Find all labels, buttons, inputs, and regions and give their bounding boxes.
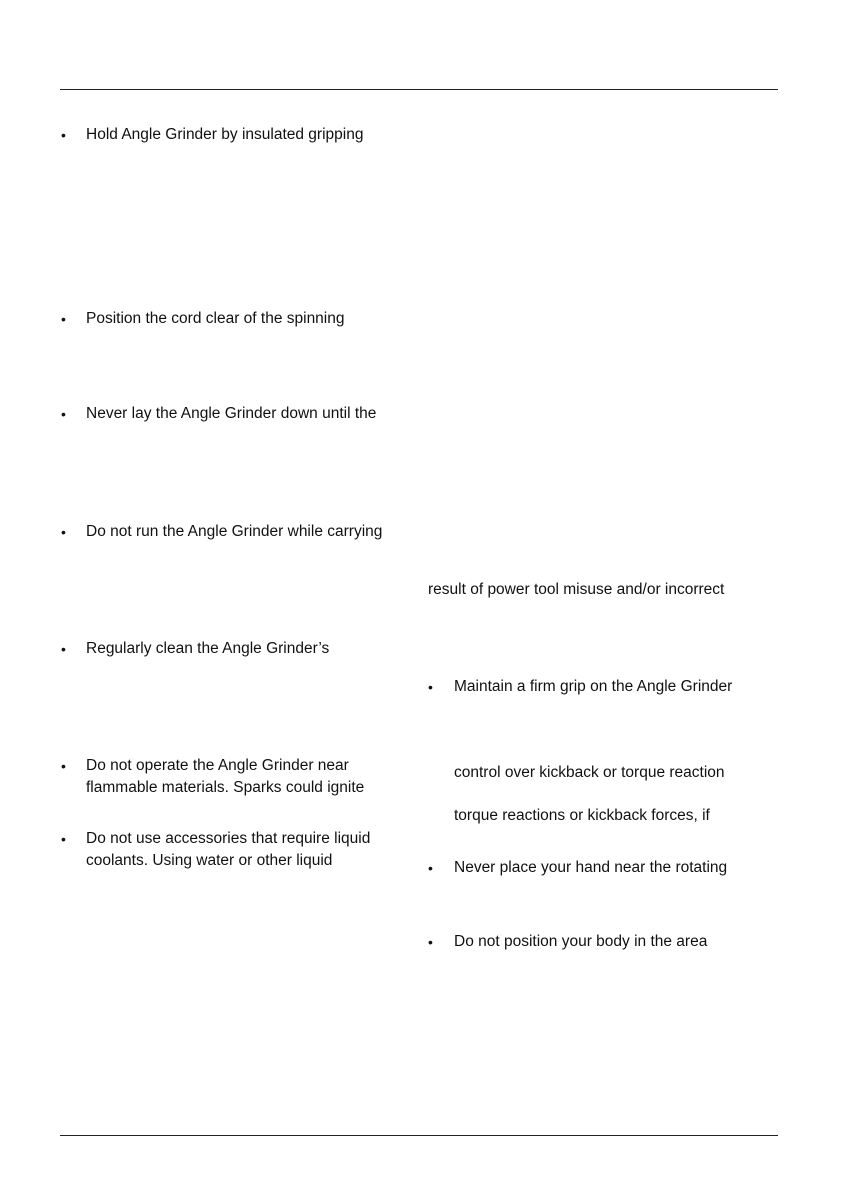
left-bullet-4-line-1: Do not run the Angle Grinder while carrying <box>86 523 383 540</box>
right-continuation-line-2: torque reactions or kickback forces, if <box>454 807 710 824</box>
header-rule <box>60 89 778 90</box>
bullet-marker: • <box>61 406 66 422</box>
left-bullet-5-line-1: Regularly clean the Angle Grinder’s <box>86 640 330 657</box>
bullet-marker: • <box>61 831 66 847</box>
left-bullet-1-line-1: Hold Angle Grinder by insulated gripping <box>86 126 364 143</box>
left-bullet-6-line-2: flammable materials. Sparks could ignite <box>86 779 365 796</box>
right-fragment-line: result of power tool misuse and/or incorrect <box>428 581 725 598</box>
bullet-marker: • <box>428 860 433 876</box>
bullet-marker: • <box>61 641 66 657</box>
footer-rule <box>60 1135 778 1136</box>
bullet-marker: • <box>61 127 66 143</box>
left-bullet-3-line-1: Never lay the Angle Grinder down until the <box>86 405 377 422</box>
right-continuation-line-1: control over kickback or torque reaction <box>454 764 725 781</box>
bullet-marker: • <box>61 524 66 540</box>
bullet-marker: • <box>61 758 66 774</box>
right-bullet-2-line-1: Never place your hand near the rotating <box>454 859 728 876</box>
bullet-marker: • <box>428 679 433 695</box>
right-bullet-1-line-1: Maintain a firm grip on the Angle Grinder <box>454 678 733 695</box>
left-bullet-7-line-2: coolants. Using water or other liquid <box>86 852 333 869</box>
left-bullet-2-line-1: Position the cord clear of the spinning <box>86 310 345 327</box>
bullet-marker: • <box>61 311 66 327</box>
left-bullet-6-line-1: Do not operate the Angle Grinder near <box>86 757 349 774</box>
left-bullet-7-line-1: Do not use accessories that require liquid <box>86 830 371 847</box>
right-bullet-3-line-1: Do not position your body in the area <box>454 933 708 950</box>
bullet-marker: • <box>428 934 433 950</box>
